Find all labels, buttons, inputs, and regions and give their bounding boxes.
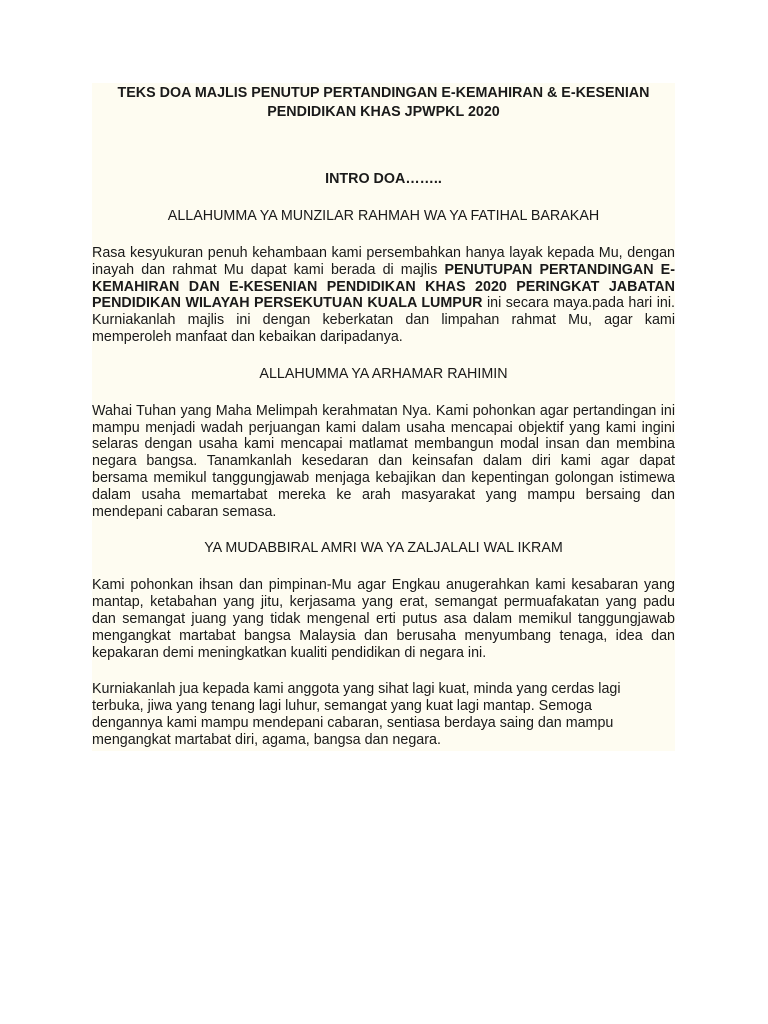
paragraph-4-line-3: dengannya kami mampu mendepani cabaran, sentiasa berdaya saing dan mampu bbox=[92, 714, 614, 731]
intro-block bbox=[92, 171, 675, 188]
paragraph-4-block bbox=[92, 681, 675, 750]
invocation-3-block bbox=[92, 540, 675, 557]
invocation-1-block bbox=[92, 208, 675, 225]
spacer bbox=[92, 520, 675, 540]
invocation-1: ALLAHUMMA YA MUNZILAR RAHMAH WA YA FATIHAL BARAKAH bbox=[167, 208, 600, 224]
paragraph-1-event-name: PENUTUPAN PERTANDINGAN E-KEMAHIRAN DAN E-KESENIAN PENDIDIKAN KHAS 2020 PERINGKAT JABATAN PENDIDIKAN WILAYAH PERSEKUTUAN KUALA LUMPUR bbox=[92, 261, 675, 312]
title-line-1: TEKS DOA MAJLIS PENUTUP PERTANDINGAN E-KEMAHIRAN & E-KESENIAN bbox=[117, 85, 650, 101]
intro-heading: INTRO DOA…….. bbox=[325, 171, 442, 187]
spacer bbox=[92, 346, 675, 366]
invocation-2-block bbox=[92, 366, 675, 383]
paragraph-3: Kami pohonkan ihsan dan pimpinan-Mu agar Engkau anugerahkan kami kesabaran yang mantap, ketabahan yang jitu, kerjasama yang erat, semangat permuafakatan yang padu dan semangat juang yang tidak mengenal erti putus asa dalam memikul tanggungjawab mengangkat martabat bangsa Malaysia dan berusaha menyumbang tenaga, idea dan kepakaran demi meningkatkan kualiti pendidikan di negara ini. bbox=[92, 577, 675, 661]
paragraph-2: Wahai Tuhan yang Maha Melimpah kerahmatan Nya. Kami pohonkan agar pertandingan ini mampu menjadi wadah perjuangan kami dalam usaha mencapai objektif yang kami ingini selaras dengan usaha kami mencapai matlamat membangun modal insan dan membina negara bangsa. Tanamkanlah kesedaran dan keinsafan dalam diri kami agar dapat bersama memikul tanggungjawab menjaga kebajikan dan kepentingan golongan istimewa dalam usaha memartabat mereka ke arah masyarakat yang mampu bersaing dan mendepani cabaran semasa. bbox=[92, 402, 675, 520]
spacer bbox=[92, 123, 675, 171]
paragraph-1 bbox=[92, 245, 675, 346]
paragraph-1-text-a: Rasa kesyukuran penuh kehambaan kami persembahkan hanya layak kepada Mu, dengan inayah dan rahmat Mu dapat kami berada di majlis bbox=[92, 245, 675, 278]
paragraph-4-line-4: mengangkat martabat diri, agama, bangsa dan negara. bbox=[92, 731, 441, 748]
paragraph-1-text-b: ini secara maya.pada hari ini. Kurniakanlah majlis ini dengan keberkatan dan limpahan rahmat Mu, agar kami memperoleh manfaat dan kebaikan daripadanya. bbox=[92, 295, 675, 345]
spacer bbox=[92, 557, 675, 577]
spacer bbox=[92, 188, 675, 208]
paragraph-4-line-1: Kurniakanlah jua kepada kami anggota yang sihat lagi kuat, minda yang cerdas lagi bbox=[92, 681, 621, 698]
invocation-2: ALLAHUMMA YA ARHAMAR RAHIMIN bbox=[259, 365, 508, 382]
paragraph-1-block bbox=[92, 245, 675, 346]
document-title bbox=[92, 83, 675, 123]
paragraph-4-line-2: terbuka, jiwa yang tenang lagi luhur, semangat yang kuat lagi mantap. Semoga bbox=[92, 698, 592, 715]
document-page bbox=[92, 83, 675, 751]
spacer bbox=[92, 383, 675, 403]
paragraph-2-block bbox=[92, 403, 675, 521]
invocation-3: YA MUDABBIRAL AMRI WA YA ZALJALALI WAL IKRAM bbox=[204, 540, 563, 557]
spacer bbox=[92, 661, 675, 681]
spacer bbox=[92, 225, 675, 245]
paragraph-3-block bbox=[92, 577, 675, 661]
title-line-2: PENDIDIKAN KHAS JPWPKL 2020 bbox=[267, 104, 500, 120]
